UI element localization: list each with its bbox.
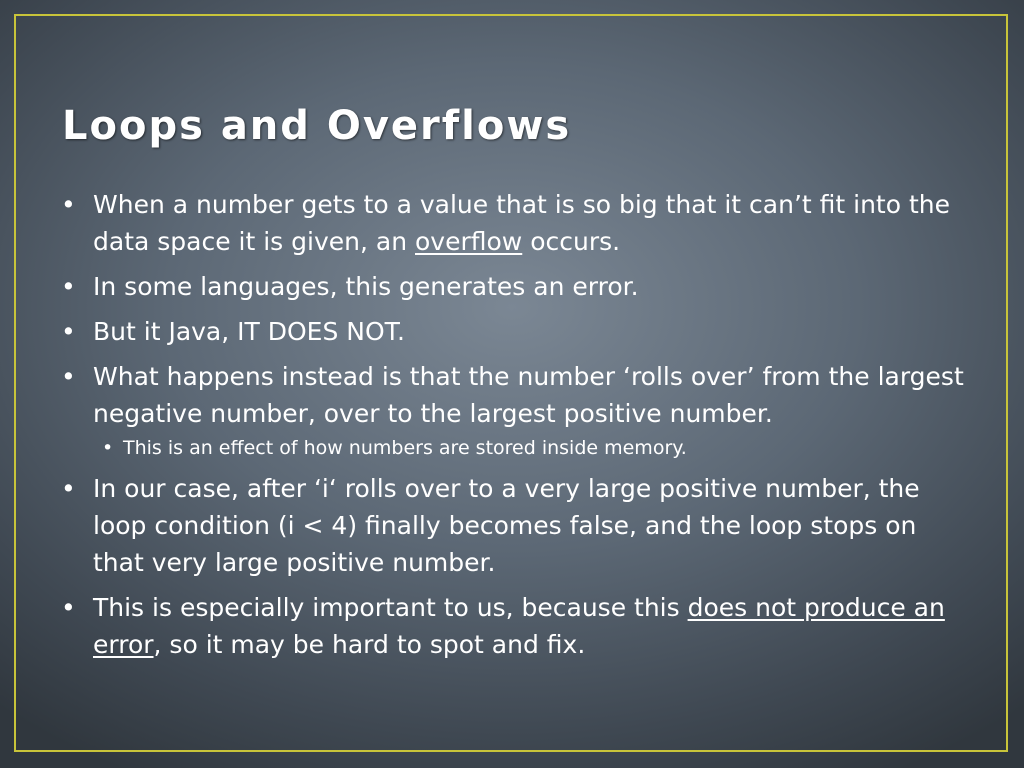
bullet-icon: • (61, 593, 76, 622)
bullet-text: But it Java, IT DOES NOT. (93, 317, 405, 346)
bullet-text: occurs. (522, 227, 621, 256)
bullet-text: In our case, after ‘i‘ rolls over to a very large positive number, the loop condition (i < 4) finally becomes false, and the loop stops on that very large positive number. (93, 474, 920, 577)
sub-bullet-memory (60, 434, 972, 462)
bullet-item-rolls-over (60, 358, 972, 432)
bullet-item-java (60, 313, 972, 350)
bullet-list (60, 186, 972, 671)
bullet-item-loop-condition (60, 470, 972, 581)
bullet-icon: • (61, 317, 76, 346)
slide-title: Loops and Overflows (62, 103, 572, 149)
bullet-text: When a number gets to a value that is so big that it can’t fit into the data space it is given, an (93, 190, 950, 256)
bullet-item-languages (60, 268, 972, 305)
bullet-text: In some languages, this generates an error. (93, 272, 639, 301)
overflow-term: overflow (415, 227, 523, 256)
bullet-text: What happens instead is that the number ‘rolls over’ from the largest negative number, over to the largest positive number. (93, 362, 964, 428)
bullet-text: , so it may be hard to spot and fix. (153, 630, 586, 659)
bullet-item-overflow-definition (60, 186, 972, 260)
bullet-item-no-error (60, 589, 972, 663)
sub-bullet-icon: • (102, 437, 114, 459)
bullet-icon: • (61, 190, 76, 219)
sub-bullet-text: This is an effect of how numbers are stored inside memory. (123, 437, 687, 459)
bullet-text: This is especially important to us, because this (93, 593, 688, 622)
bullet-icon: • (61, 474, 76, 503)
no-error-phrase: does not produce an error (93, 593, 945, 659)
bullet-icon: • (61, 362, 76, 391)
bullet-icon: • (61, 272, 76, 301)
